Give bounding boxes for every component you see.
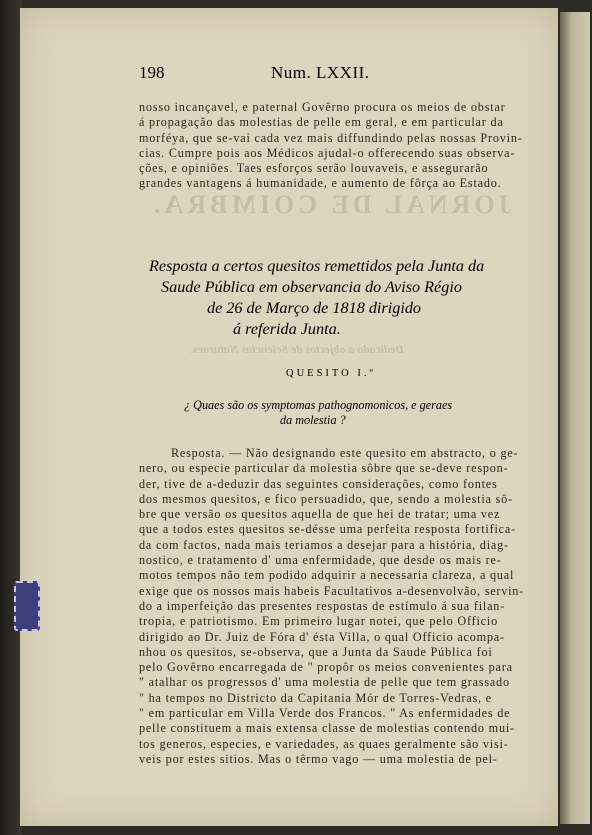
text-line: " atalhar os progressos d' uma molestia de pelle que tem grassado	[139, 675, 510, 690]
text-line: bre que versão os quesitos aquella de que hei de tratar; uma vez	[139, 507, 501, 522]
text-line: nero, ou especie particular da molestia sôbre que se-deve respon-	[139, 461, 509, 476]
title-line: á referida Junta.	[233, 320, 341, 338]
text-line: veis por estes sitios. Mas o têrmo vago — uma molestia de pel-	[139, 751, 498, 766]
bleed-through-title: JORNAL DE COIMBRA.	[150, 190, 512, 219]
running-head: Num. LXXII.	[271, 63, 370, 82]
text-line: tropia, e patriotismo. Em primeiro lugar notei, que pelo Officio	[139, 614, 498, 629]
text-line: do a imperfeição das presentes respostas de estímulo á sua filan-	[139, 598, 506, 613]
text-line: motos tempos não tem podido adquirir a necessaria clareza, a qual	[139, 568, 515, 583]
intro-paragraph	[139, 100, 524, 192]
page-number: 198	[139, 63, 165, 82]
text-line: dos mesmos quesitos, e fico persuadido, que, sendo a molestia sô-	[139, 491, 513, 506]
text-line: tos generos, especies, e variedades, as quaes geralmente são visi-	[139, 736, 509, 751]
page-header	[139, 63, 524, 85]
text-line: pelle constituem a mais extensa classe de molestias contendo mui-	[139, 721, 515, 736]
text-line: nosso incançavel, e paternal Govêrno procura os meios de obstar	[139, 100, 506, 114]
scan-left-edge	[0, 0, 22, 835]
title-line: de 26 de Março de 1818 dirigido	[207, 299, 422, 317]
text-line: nhou os quesitos, se-observa, que a Junta da Saude Pública foi	[139, 644, 493, 659]
text-line: Resposta. — Não designando este quesito em abstracto, o ge-	[171, 446, 519, 460]
title-line: Resposta a certos quesitos remettidos pela Junta da	[149, 257, 485, 275]
question-line: da molestia ?	[280, 413, 346, 427]
text-line: grandes vantagens á humanidade, e aumento de fôrça ao Estado.	[139, 176, 502, 191]
bookmark-tab	[14, 581, 40, 631]
text-line: " em particular em Villa Verde dos Francos. " As enfermidades de	[139, 706, 511, 721]
text-line: der, tive de a-deduzir das seguintes considerações, como fontes	[139, 476, 498, 491]
question-line: ¿ Quaes são os symptomas pathognomonicos, e geraes	[184, 398, 453, 412]
text-line: ções, e opiniões. Taes esforços serão louvaveis, e assegurarão	[139, 161, 489, 176]
answer-body	[139, 446, 524, 767]
facing-page-edge	[560, 12, 590, 824]
text-line: que a todos estes quesitos se-désse uma perfeita resposta fortifica-	[139, 522, 516, 537]
text-line: cias. Cumpre pois aos Médicos ajudal-o offerecendo suas observa-	[139, 145, 516, 160]
text-line: pelo Govêrno encarregada de " propôr os meios convenientes para	[139, 660, 513, 675]
question-text	[184, 398, 452, 428]
text-line: morféya, que se-vai cada vez mais diffundindo pelas nossas Provin-	[139, 130, 523, 145]
text-line: nostico, e tratamento d' uma enfermidade, que desde os mais re-	[139, 553, 502, 568]
question-label: QUESITO I.º	[286, 368, 376, 379]
title-line: Saude Pública em observancia do Aviso Régio	[161, 278, 462, 296]
text-line: á propagação das molestias de pelle em geral, e em particular da	[139, 115, 504, 130]
text-line: " ha tempos no Districto da Capitania Mór de Torres-Vedras, e	[139, 690, 492, 705]
text-line: exige que os nossos mais habeis Facultativos a-desenvolvão, servin-	[139, 583, 524, 598]
text-line: dirigido ao Dr. Juiz de Fóra d' ésta Villa, o qual Officio acompa-	[139, 629, 505, 644]
section-title	[139, 256, 539, 340]
text-line: da com factos, nada mais teriamos a desejar para a história, diag-	[139, 537, 509, 552]
bleed-through-subtitle: Dedicado a objectos de Sciencias Naturaes.	[190, 342, 404, 356]
